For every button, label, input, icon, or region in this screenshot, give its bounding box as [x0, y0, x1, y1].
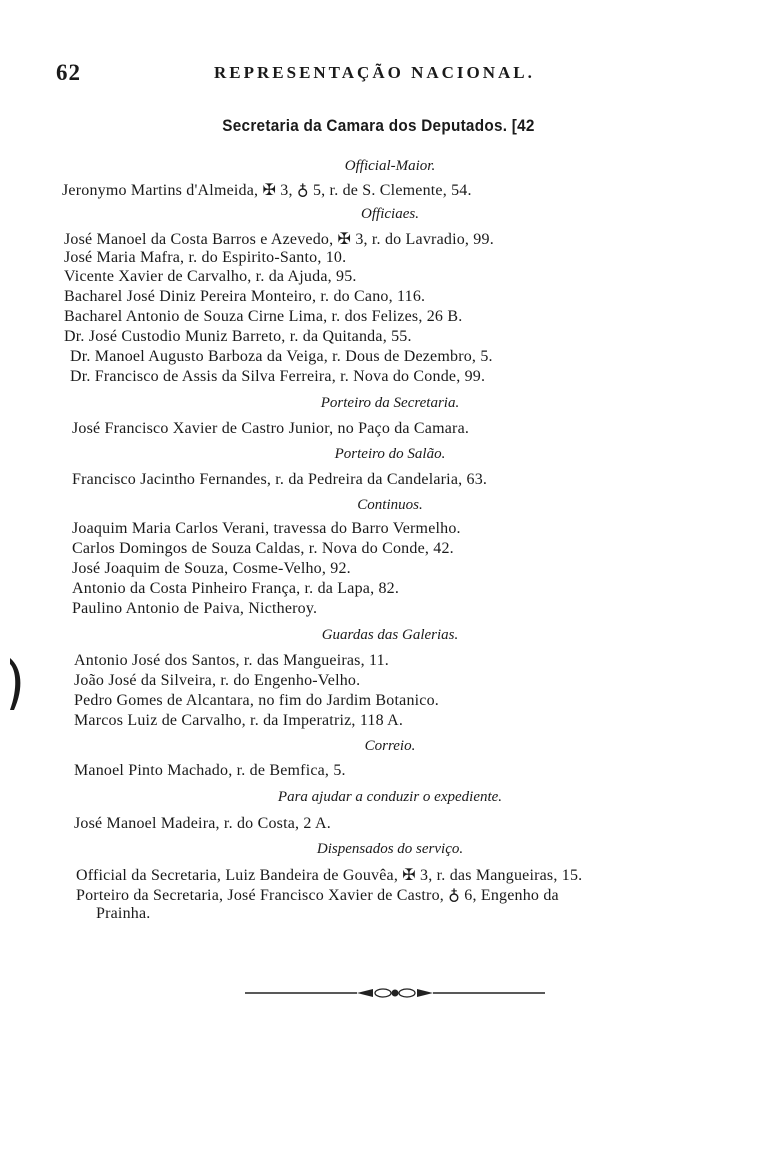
entry-continuos-2: Carlos Domingos de Souza Caldas, r. Nova do Conde, 42.	[72, 540, 454, 557]
section-heading-dispensados: Dispensados do serviço.	[316, 841, 464, 857]
entry-dispensados-3: Prainha.	[96, 905, 151, 922]
section-heading-continuos: Continuos.	[357, 497, 423, 513]
section-heading-correio: Correio.	[364, 738, 416, 754]
entry-officiaes-5: Bacharel Antonio de Souza Cirne Lima, r. dos Felizes, 26 B.	[64, 308, 463, 325]
entry-officiaes-6: Dr. José Custodio Muniz Barreto, r. da Quitanda, 55.	[64, 328, 412, 345]
entry-continuos-3: José Joaquim de Souza, Cosme-Velho, 92.	[72, 560, 351, 577]
entry-officiaes-1: José Manoel da Costa Barros e Azevedo, ✠ 3, r. do Lavradio, 99.	[64, 231, 494, 248]
entry-para-ajudar: José Manoel Madeira, r. do Costa, 2 A.	[74, 815, 331, 832]
entry-official-maior: Jeronymo Martins d'Almeida, ✠ 3, ♁ 5, r. de S. Clemente, 54.	[62, 182, 472, 199]
entry-porteiro-salao: Francisco Jacintho Fernandes, r. da Pedreira da Candelaria, 63.	[72, 471, 488, 488]
page-header	[56, 60, 696, 90]
margin-mark	[8, 658, 24, 710]
entry-guardas-4: Marcos Luiz de Carvalho, r. da Imperatriz, 118 A.	[74, 712, 404, 729]
entry-guardas-2: João José da Silveira, r. do Engenho-Velho.	[74, 672, 361, 689]
entry-officiaes-8: Dr. Francisco de Assis da Silva Ferreira, r. Nova do Conde, 99.	[70, 368, 486, 385]
entry-guardas-3: Pedro Gomes de Alcantara, no fim do Jardim Botanico.	[74, 692, 439, 709]
entry-porteiro-secretaria: José Francisco Xavier de Castro Junior, no Paço da Camara.	[72, 420, 470, 437]
entry-continuos-4: Antonio da Costa Pinheiro França, r. da Lapa, 82.	[72, 580, 400, 597]
entry-continuos-5: Paulino Antonio de Paiva, Nictheroy.	[72, 600, 318, 617]
department-title: Secretaria da Camara dos Deputados. [42	[222, 116, 535, 135]
section-heading-porteiro-secretaria: Porteiro da Secretaria.	[320, 395, 460, 411]
section-heading-official-maior: Official-Maior.	[344, 158, 436, 174]
entry-officiaes-7: Dr. Manoel Augusto Barboza da Veiga, r. Dous de Dezembro, 5.	[70, 348, 493, 365]
entry-dispensados-1: Official da Secretaria, Luiz Bandeira de Gouvêa, ✠ 3, r. das Mangueiras, 15.	[76, 867, 583, 884]
section-heading-officiaes: Officiaes.	[361, 206, 419, 222]
section-heading-guardas: Guardas das Galerias.	[321, 627, 459, 643]
entry-correio: Manoel Pinto Machado, r. de Bemfica, 5.	[74, 762, 346, 779]
section-heading-porteiro-salao: Porteiro do Salão.	[334, 446, 446, 462]
page-number: 62	[56, 60, 81, 85]
entry-officiaes-4: Bacharel José Diniz Pereira Monteiro, r. do Cano, 116.	[64, 288, 426, 305]
entry-officiaes-2: José Maria Mafra, r. do Espirito-Santo, 10.	[64, 249, 347, 266]
section-heading-para-ajudar: Para ajudar a conduzir o expediente.	[277, 789, 503, 805]
entry-dispensados-2: Porteiro da Secretaria, José Francisco Xavier de Castro, ♁ 6, Engenho da	[76, 887, 559, 904]
entry-officiaes-3: Vicente Xavier de Carvalho, r. da Ajuda, 95.	[64, 268, 357, 285]
ornament-divider	[245, 985, 545, 1001]
running-title: REPRESENTAÇÃO NACIONAL.	[214, 63, 535, 82]
entry-guardas-1: Antonio José dos Santos, r. das Mangueiras, 11.	[74, 652, 390, 669]
entry-continuos-1: Joaquim Maria Carlos Verani, travessa do Barro Vermelho.	[72, 520, 461, 537]
